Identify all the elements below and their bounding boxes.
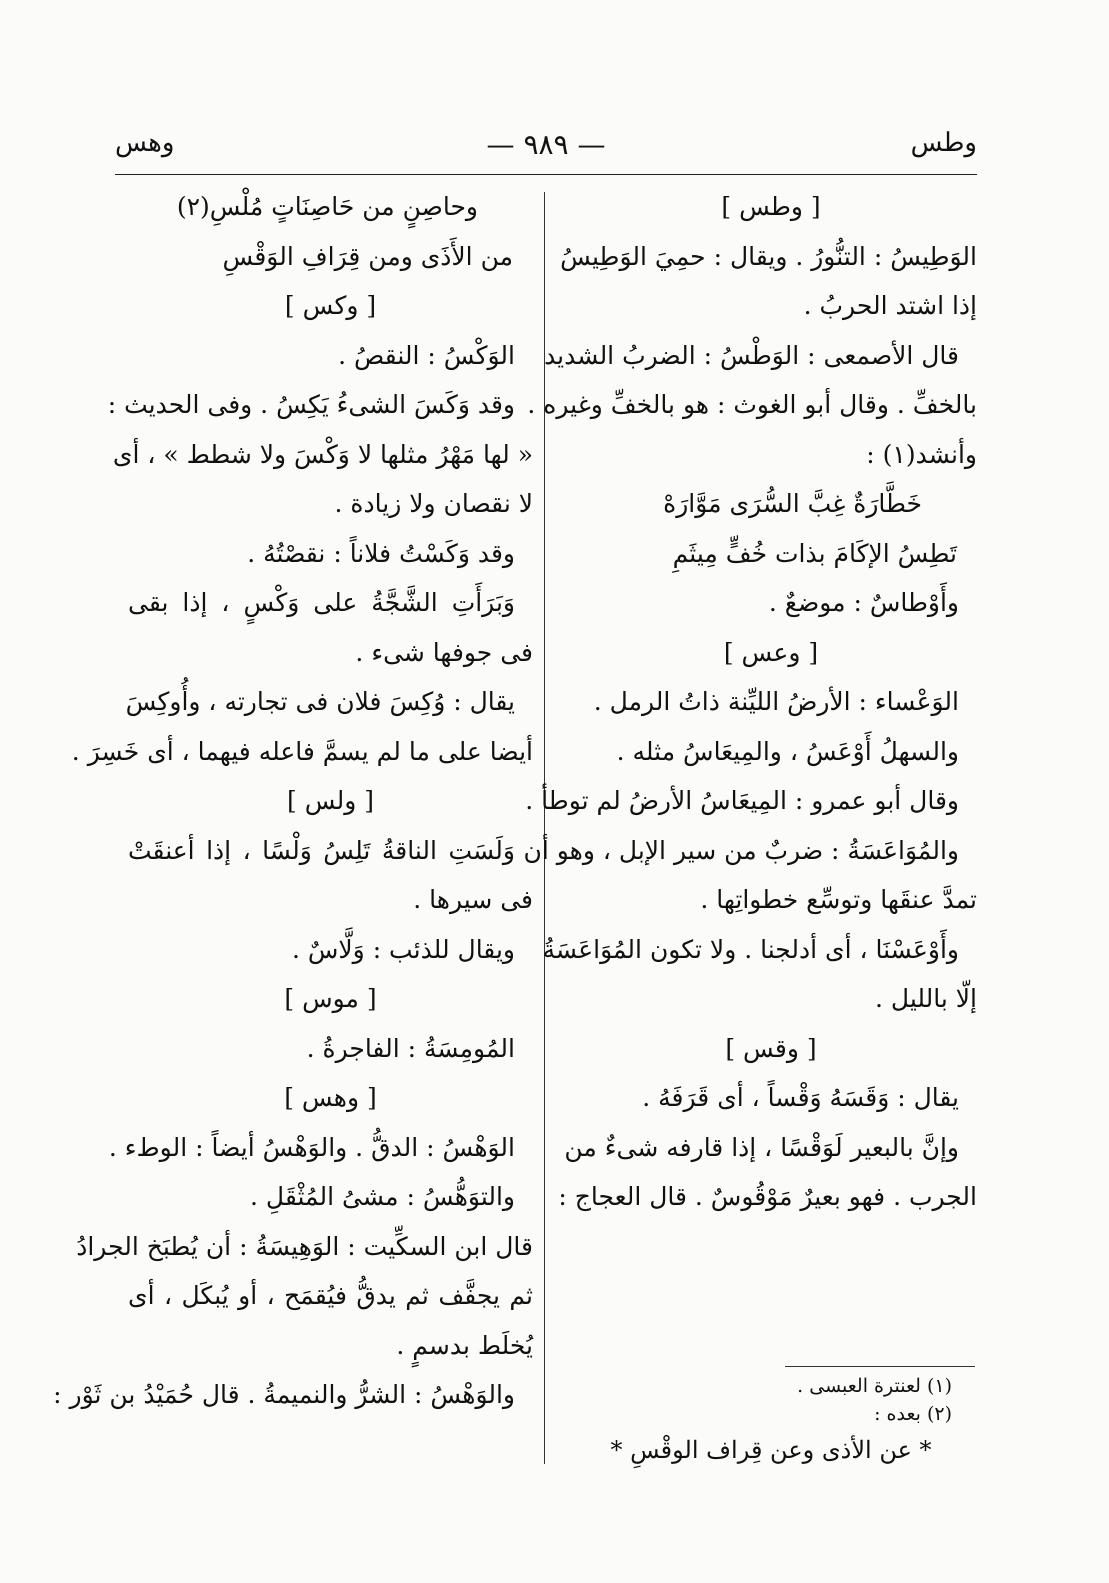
text-line: الوَطِيسُ : التنُّورُ . ويقال : حمِيَ الوَطِيسُ bbox=[560, 241, 977, 271]
text-line: المُومِسَةُ : الفاجرةُ . bbox=[306, 1033, 515, 1063]
text-line: الوَكْسُ : النقصُ . bbox=[338, 340, 515, 370]
entry-heading: [ وهس ] bbox=[284, 1083, 377, 1112]
entry-heading: [ ولس ] bbox=[287, 786, 374, 815]
text-line: يقال : وُكِسَ فلان فى تجارته ، وأُوكِسَ bbox=[125, 687, 515, 716]
text-line: وقد وَكَسَ الشىءُ يَكِسُ . وفى الحديث : bbox=[107, 390, 515, 419]
header-keyword-right: وطس bbox=[910, 128, 977, 158]
text-line: بالخفِّ . وقال أبو الغوث : هو بالخفِّ وغيره . bbox=[527, 390, 977, 419]
text-line: والسهلُ أَوْعَسُ ، والمِيعَاسُ مثله . bbox=[616, 736, 959, 766]
text-line: وأَوْعَسْنَا ، أى أدلجنا . ولا تكون المُوَاعَسَةُ bbox=[542, 934, 959, 964]
text-line: تَطِسُ الإكَامَ بذات خُفٍّ مِيثَمِ bbox=[672, 538, 957, 568]
text-line: وأَوْطاسٌ : موضعٌ . bbox=[768, 588, 959, 617]
text-line: إلّا بالليل . bbox=[875, 984, 977, 1013]
footnote-1: (١) لعنترة العبسى . bbox=[797, 1375, 952, 1397]
entry-heading: [ وعس ] bbox=[723, 637, 819, 667]
text-line: الجرب . فهو بعيرٌ مَوْقُوسٌ . قال العجاج : bbox=[558, 1182, 977, 1211]
text-line: والتوَهُّسُ : مشىُ المُثْقَلِ . bbox=[250, 1182, 515, 1211]
text-line: فى جوفها شىء . bbox=[355, 637, 533, 667]
text-line: وَبَرَأَتِ الشَّجَّةُ على وَكْسٍ ، إذا بقى bbox=[128, 588, 515, 617]
text-line: وأنشد(١) : bbox=[866, 439, 977, 469]
entry-heading: [ موس ] bbox=[284, 984, 377, 1013]
text-line: لا نقصان ولا زيادة . bbox=[334, 489, 533, 518]
text-line: وإنَّ بالبعير لَوَقْسًا ، إذا قارفه شىءٌ من bbox=[564, 1132, 959, 1162]
entry-heading: [ وكس ] bbox=[284, 291, 377, 320]
text-line: وَلَسَتِ الناقةُ تَلِسُ وَلْسًا ، إذا أعنقَتْ bbox=[128, 835, 515, 865]
entry-heading: [ وطس ] bbox=[721, 192, 821, 221]
text-line: يُخلَط بدسمٍ . bbox=[396, 1330, 533, 1360]
entry-heading: [ وقس ] bbox=[725, 1033, 817, 1063]
right-column bbox=[523, 182, 977, 1222]
text-line: الوَعْساء : الأرضُ الليِّنة ذاتُ الرمل . bbox=[593, 687, 959, 716]
text-line: وقال أبو عمرو : المِيعَاسُ الأرضُ لم توطأ . bbox=[525, 786, 959, 815]
text-line: يقال : وَقَسَهُ وَقْساً ، أى قَرَفَهُ . bbox=[642, 1083, 959, 1112]
text-line: أيضا على ما لم يسمَّ فاعله فيهما ، أى خَسِرَ . bbox=[71, 736, 533, 766]
header-keyword-left: وهس bbox=[115, 128, 175, 158]
text-line: ثم يجفَّف ثم يدقُّ فيُقمَح ، أو يُبكَل ، أى bbox=[128, 1281, 533, 1310]
left-column bbox=[53, 182, 533, 1420]
text-line: والوَهْسُ : الشرُّ والنميمةُ . قال حُمَيْدُ بن ثَوْر : bbox=[53, 1380, 515, 1409]
text-line: « لها مَهْرُ مثلها لا وَكْسَ ولا شطط » ، أى bbox=[112, 439, 533, 469]
text-line: تمدَّ عنقَها وتوسِّع خطواتِها . bbox=[700, 885, 977, 914]
text-line: من الأَذَى ومن قِرَافِ الوَقْسِ bbox=[222, 241, 513, 271]
text-line: قال الأصمعى : الوَطْسُ : الضربُ الشديد bbox=[544, 340, 959, 370]
text-line: فى سيرها . bbox=[413, 885, 533, 914]
header-rule bbox=[115, 174, 977, 175]
text-line: والمُوَاعَسَةُ : ضربٌ من سير الإبل ، وهو أن bbox=[523, 835, 959, 865]
page-number: — ٩٨٩ — bbox=[486, 128, 606, 161]
text-line: وقد وَكَسْتُ فلاناً : نقصْتُهُ . bbox=[247, 538, 515, 568]
text-line: وحاصِنٍ من حَاصِنَاتٍ مُلْسِ(٢) bbox=[176, 192, 478, 221]
footnote-rule bbox=[785, 1366, 975, 1367]
text-line: الوَهْسُ : الدقُّ . والوَهْسُ أيضاً : الوطء . bbox=[108, 1132, 515, 1162]
footnotes bbox=[565, 1372, 977, 1472]
text-line: ويقال للذئب : وَلَّاسٌ . bbox=[292, 934, 515, 964]
footnote-2: (٢) بعده : bbox=[874, 1403, 952, 1425]
footnote-verse: * عن الأذى وعن قِراف الوقْسِ * bbox=[610, 1436, 932, 1464]
text-line: خَطَّارَةٌ غِبَّ السُّرَى مَوَّارَهْ bbox=[663, 489, 922, 518]
text-line: إذا اشتد الحربُ . bbox=[803, 291, 977, 320]
text-line: قال ابن السكِّيت : الوَهِيسَةُ : أن يُطبَخ الجرادُ bbox=[76, 1231, 533, 1261]
page-header bbox=[115, 128, 977, 172]
